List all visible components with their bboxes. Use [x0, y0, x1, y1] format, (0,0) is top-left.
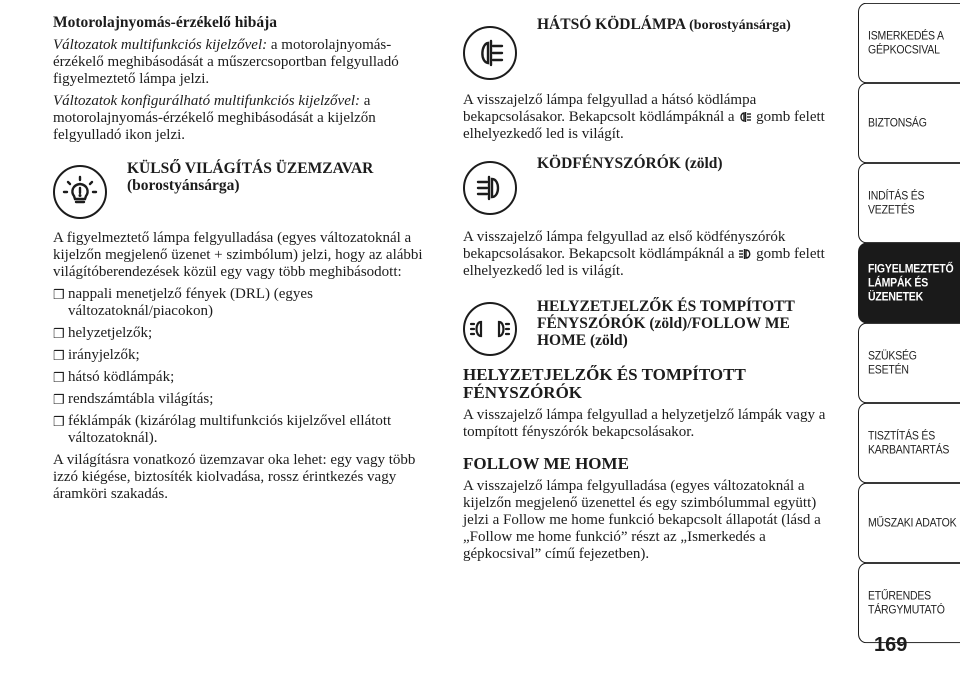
tab-label: TISZTÍTÁS ÉS — [868, 429, 936, 443]
tab-label: ÜZENETEK — [868, 289, 923, 304]
exterior-light-failure-block — [53, 158, 438, 230]
position-lights-heading-2: FÉNYSZÓRÓK — [463, 383, 583, 402]
exterior-light-intro: A figyelmeztető lámpa felgyulladása (egyes változatoknál a kijelzőn megjelenő üzenet + szimbólum) jelzi, hogy az alábbi világítóberendezések közül egy vagy több meghibásodott: — [53, 230, 423, 280]
list-item-text: rendszámtábla világítás; — [68, 391, 214, 407]
bullet-list — [53, 286, 438, 447]
tab-index[interactable] — [858, 563, 960, 644]
tab-label: ETŰRENDES — [868, 589, 931, 603]
list-item — [53, 369, 438, 386]
list-item-text: féklámpák (kizárólag multifunkciós kijelzővel ellátott változatoknál). — [68, 413, 392, 446]
checkbox-bullet-icon: ❒ — [53, 414, 65, 429]
position-lights-block — [463, 296, 841, 366]
tab-label: ISMERKEDÉS A — [868, 29, 944, 43]
list-item — [53, 391, 438, 408]
right-column — [463, 14, 841, 568]
checkbox-bullet-icon: ❒ — [53, 287, 65, 302]
front-fog-lamp-icon — [463, 161, 517, 215]
rear-fog-text — [463, 92, 841, 143]
checkbox-bullet-icon: ❒ — [53, 326, 65, 341]
tab-label: FIGYELMEZTETŐ — [868, 262, 954, 277]
tab-label: MŰSZAKI ADATOK — [868, 516, 957, 530]
front-fog-text-1: A visszajelző lámpa felgyullad az első ködfényszórók bekapcsolásakor. Bekapcsolt ködlámpáknál a — [463, 229, 786, 262]
list-item-text: helyzetjelzők; — [68, 325, 153, 341]
tab-label: VEZETÉS — [868, 203, 915, 217]
front-fog-text-2: gomb felett elhelyezkedő led is világít. — [463, 246, 825, 279]
list-item — [53, 325, 438, 342]
rear-fog-lamp-icon — [463, 26, 517, 80]
front-fog-inline-icon — [738, 247, 752, 261]
tab-label: LÁMPÁK ÉS — [868, 276, 929, 290]
rear-fog-inline-icon — [738, 110, 752, 124]
rear-fog-block — [463, 14, 841, 92]
tab-starting-driving[interactable] — [858, 163, 960, 244]
oil-sensor-paragraph-2 — [53, 93, 438, 144]
oil-sensor-paragraph-1 — [53, 37, 438, 88]
exterior-light-title-1: KÜLSŐ VILÁGÍTÁS ÜZEMZAVAR — [127, 160, 374, 177]
exterior-light-failure-icon — [53, 165, 107, 219]
tab-label: GÉPKOCSIVAL — [868, 43, 940, 57]
list-item — [53, 413, 438, 447]
tab-label: KARBANTARTÁS — [868, 443, 950, 457]
page-number: 169 — [874, 634, 908, 656]
list-item — [53, 286, 438, 320]
list-item-text: hátsó ködlámpák; — [68, 369, 175, 385]
left-column — [53, 14, 438, 508]
tab-maintenance[interactable] — [858, 403, 960, 484]
oil-sensor-text-2: a motorolajnyomás-érzékelő meghibásodását a kijelzőn felgyulladó ikon jelzi. — [53, 93, 376, 143]
tab-safety[interactable] — [858, 83, 960, 164]
exterior-light-outro: A világításra vonatkozó üzemzavar oka lehet: egy vagy több izzó kiégése, biztosíték kiolvadása, rossz érintkezés vagy áramköri szakadás. — [53, 452, 416, 502]
tab-emergency[interactable] — [858, 323, 960, 404]
variant-label-1: Változatok multifunkciós kijelzővel: — [53, 37, 268, 53]
position-lights-icon — [463, 302, 517, 356]
oil-sensor-title: Motorolajnyomás-érzékelő hibája — [53, 14, 277, 31]
position-lights-text: A visszajelző lámpa felgyullad a helyzetjelző lámpák vagy a tompított fényszórók bekapcsolásakor. — [463, 407, 826, 440]
rear-fog-title — [537, 14, 841, 34]
tab-getting-to-know[interactable] — [858, 3, 960, 84]
front-fog-text — [463, 229, 841, 280]
list-item-text: nappali menetjelző fények (DRL) (egyes változatoknál/piacokon) — [68, 286, 313, 319]
position-lights-title-3: HOME (zöld) — [537, 332, 628, 349]
tab-label: INDÍTÁS ÉS — [868, 189, 925, 203]
list-item-text: irányjelzők; — [68, 347, 140, 363]
front-fog-block — [463, 153, 841, 229]
tab-label: BIZTONSÁG — [868, 116, 927, 130]
front-fog-title: KÖDFÉNYSZÓRÓK (zöld) — [537, 155, 723, 172]
exterior-light-title-2: (borostyánsárga) — [127, 177, 240, 194]
follow-me-home-text: A visszajelző lámpa felgyulladása (egyes változatoknál a kijelzőn megjelenő üzenettel és egy szimbólummal együtt) jelzi a Follow me home funkció bekapcsolt állapotát (lásd a „Follow me home funkció” részt az „Ismerkedés a gépkocsival” című fejezetben). — [463, 478, 821, 562]
rear-fog-text-2: gomb felett elhelyezkedő led is világít. — [463, 109, 825, 142]
tab-label: SZÜKSÉG ESETÉN — [868, 349, 917, 377]
variant-label-2: Változatok konfigurálható multifunkciós kijelzővel: — [53, 93, 361, 109]
checkbox-bullet-icon: ❒ — [53, 370, 65, 385]
position-lights-title-2: FÉNYSZÓRÓK (zöld)/FOLLOW ME — [537, 315, 790, 332]
rear-fog-title-main: HÁTSÓ KÖDLÁMPA — [537, 16, 686, 33]
list-item — [53, 347, 438, 364]
checkbox-bullet-icon: ❒ — [53, 348, 65, 363]
follow-me-home-heading: FOLLOW ME HOME — [463, 454, 629, 473]
tab-technical-data[interactable] — [858, 483, 960, 564]
tab-warning-lights[interactable] — [858, 243, 960, 324]
rear-fog-title-color: (borostyánsárga) — [689, 18, 791, 33]
rear-fog-text-1: A visszajelző lámpa felgyullad a hátsó ködlámpa bekapcsolásakor. Bekapcsolt ködlámpáknál a — [463, 92, 757, 125]
position-lights-heading-1: HELYZETJELZŐK ÉS TOMPÍTOTT — [463, 365, 746, 384]
tab-label: TÁRGYMUTATÓ — [868, 603, 945, 617]
oil-sensor-text-1: a motorolajnyomás-érzékelő meghibásodását a műszercsoportban felgyulladó figyelmeztető lámpa jelzi. — [53, 37, 399, 87]
checkbox-bullet-icon: ❒ — [53, 392, 65, 407]
position-lights-title-1: HELYZETJELZŐK ÉS TOMPÍTOTT — [537, 298, 795, 315]
